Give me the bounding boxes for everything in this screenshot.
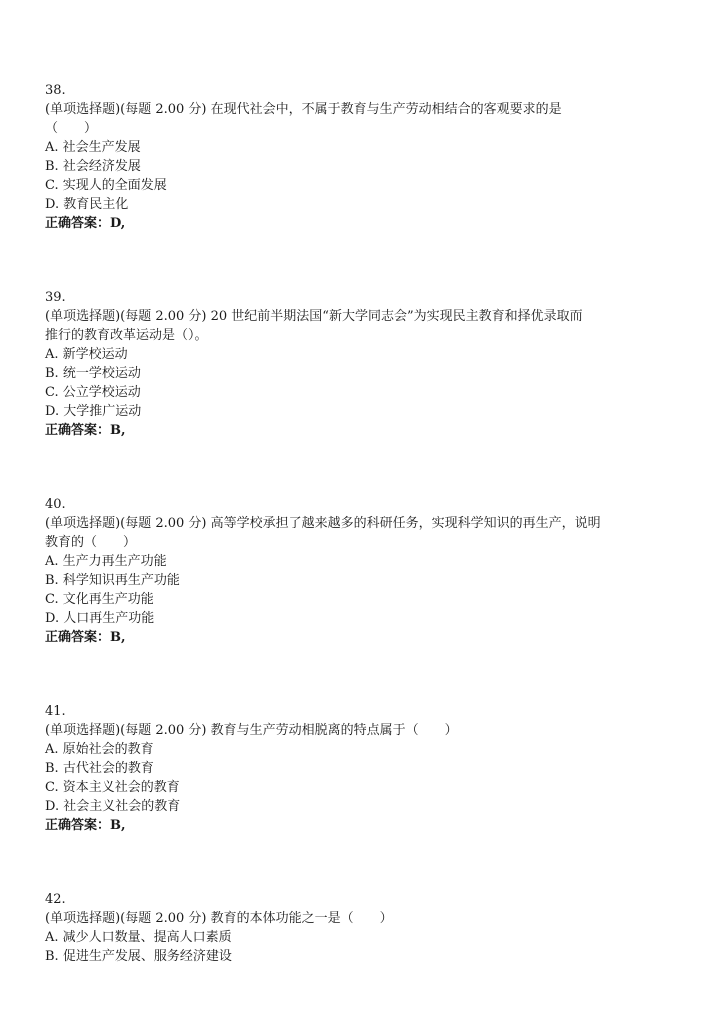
option-a: A. 新学校运动 <box>45 347 128 362</box>
option-b: B. 统一学校运动 <box>45 366 141 381</box>
question-42 <box>45 890 685 966</box>
question-stem-continued: 推行的教育改革运动是（）。 <box>45 328 208 343</box>
question-39 <box>45 288 685 440</box>
option-a: A. 社会生产发展 <box>45 140 141 155</box>
question-stem: (单项选择题)(每题 2.00 分) 高等学校承担了越来越多的科研任务，实现科学知识的再生产，说明 <box>45 516 601 531</box>
option-b: B. 促进生产发展、服务经济建设 <box>45 949 232 964</box>
question-stem: (单项选择题)(每题 2.00 分) 在现代社会中，不属于教育与生产劳动相结合的客观要求的是 <box>45 102 562 117</box>
option-c: C. 文化再生产功能 <box>45 592 154 607</box>
question-stem: (单项选择题)(每题 2.00 分) 教育与生产劳动相脱离的特点属于（ ） <box>45 723 458 738</box>
question-number: 39. <box>45 290 66 305</box>
option-c: C. 资本主义社会的教育 <box>45 780 180 795</box>
question-stem-continued: （ ） <box>45 121 98 136</box>
question-number: 41. <box>45 704 66 719</box>
option-a: A. 原始社会的教育 <box>45 742 154 757</box>
option-a: A. 减少人口数量、提高人口素质 <box>45 930 232 945</box>
option-b: B. 科学知识再生产功能 <box>45 573 180 588</box>
question-41 <box>45 702 685 835</box>
correct-answer: 正确答案：B, <box>45 423 126 438</box>
question-stem: (单项选择题)(每题 2.00 分) 教育的本体功能之一是（ ） <box>45 911 393 926</box>
correct-answer: 正确答案：D, <box>45 216 126 231</box>
option-b: B. 社会经济发展 <box>45 159 141 174</box>
option-c: C. 公立学校运动 <box>45 385 141 400</box>
question-stem: (单项选择题)(每题 2.00 分) 20 世纪前半期法国“新大学同志会”为实现民主教育和择优录取而 <box>45 309 583 324</box>
question-stem-continued: 教育的（ ） <box>45 535 137 550</box>
question-38 <box>45 81 685 233</box>
option-a: A. 生产力再生产功能 <box>45 554 167 569</box>
option-d: D. 教育民主化 <box>45 197 129 212</box>
question-number: 40. <box>45 497 66 512</box>
option-d: D. 人口再生产功能 <box>45 611 155 626</box>
option-b: B. 古代社会的教育 <box>45 761 154 776</box>
correct-answer: 正确答案：B, <box>45 630 126 645</box>
question-number: 42. <box>45 892 66 907</box>
option-c: C. 实现人的全面发展 <box>45 178 167 193</box>
question-number: 38. <box>45 83 66 98</box>
question-40 <box>45 495 685 647</box>
correct-answer: 正确答案：B, <box>45 818 126 833</box>
option-d: D. 大学推广运动 <box>45 404 142 419</box>
option-d: D. 社会主义社会的教育 <box>45 799 181 814</box>
